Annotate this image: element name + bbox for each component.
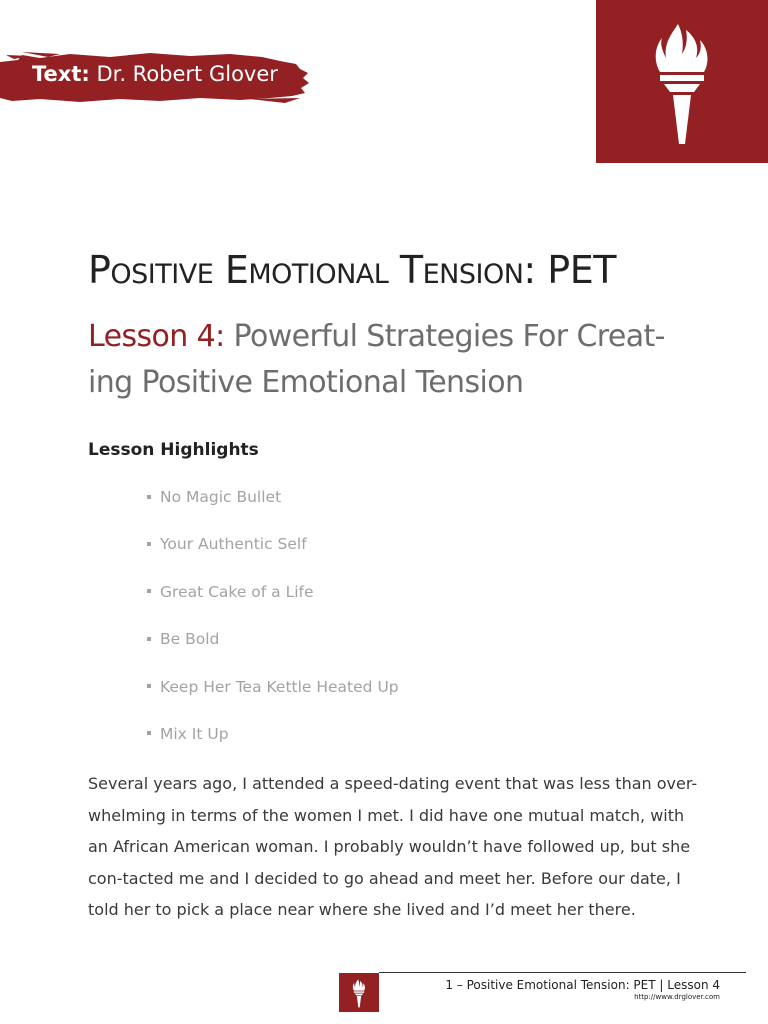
page-title: Positive Emotional Tension: PET [88,248,616,292]
highlight-text: Keep Her Tea Kettle Heated Up [160,677,399,696]
bullet-icon [147,542,151,546]
lesson-number: Lesson 4: [88,319,225,354]
body-paragraph: Several years ago, I attended a speed-dating event that was less than over-whelming in terms of the women I met. I did have one mutual match, with an African American woman. I probably wouldn’t have followed up, but she con-tacted me and I decided to go ahead and meet her. Before our date, I told her to pick a place near where she lived and I’d meet her there. [88,774,698,919]
highlights-list [147,488,399,772]
list-item [147,535,399,582]
torch-icon [648,18,716,146]
footer-logo [339,973,379,1012]
highlight-text: Be Bold [160,630,220,649]
list-item [147,488,399,535]
footer-page-info: 1 – Positive Emotional Tension: PET | Lesson 4 [445,978,720,992]
bullet-icon [147,684,151,688]
lesson-title: Powerful Strategies For Creat-ing Positive Emotional Tension [88,319,665,400]
list-item [147,725,399,772]
highlight-text: Mix It Up [160,724,229,743]
author-name: Dr. Robert Glover [96,62,278,86]
highlight-text: Your Authentic Self [160,535,307,554]
list-item [147,583,399,630]
bullet-icon [147,589,151,593]
highlights-heading: Lesson Highlights [88,440,259,460]
brand-logo [596,0,768,163]
bullet-icon [147,495,151,499]
bullet-icon [147,731,151,735]
author-label: Text: [32,62,90,86]
footer-divider [379,972,746,973]
author-line [32,62,278,92]
highlight-text: Great Cake of a Life [160,582,314,601]
torch-icon [351,978,367,1008]
footer-url: http://www.drglover.com [634,993,720,1001]
bullet-icon [147,637,151,641]
list-item [147,678,399,725]
highlight-text: No Magic Bullet [160,488,282,506]
lesson-subtitle [88,314,708,406]
list-item [147,630,399,677]
